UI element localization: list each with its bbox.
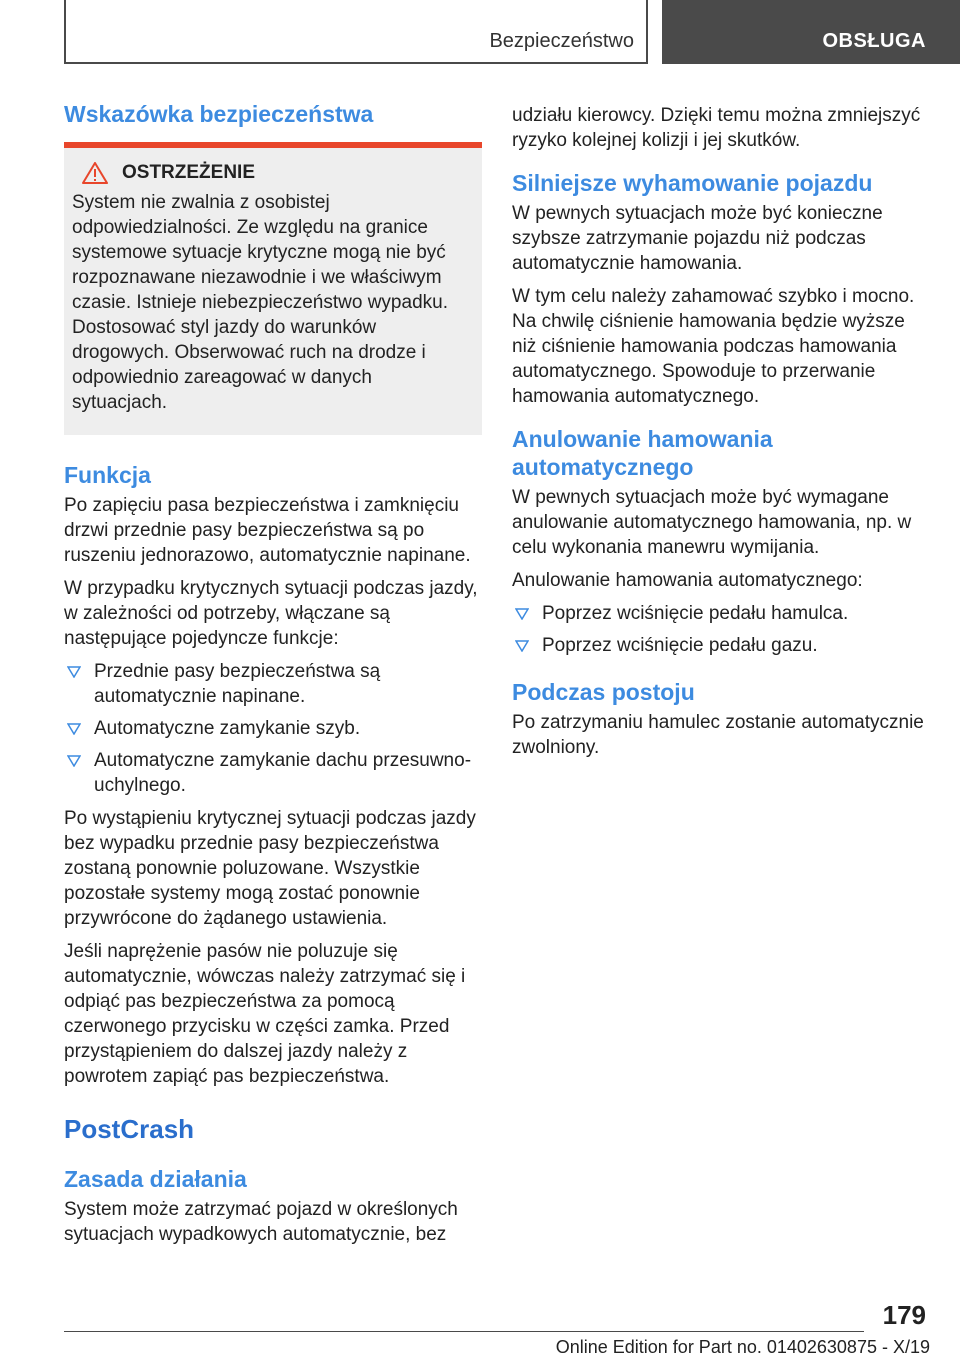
- list-item: [512, 633, 928, 658]
- paragraph-standstill: Po zatrzymaniu hamulec zostanie automatycznie zwolniony.: [512, 712, 924, 758]
- paragraph-cancel-2: Anulowanie hamowania automatycznego:: [512, 570, 863, 591]
- triangle-bullet-icon: [67, 666, 81, 678]
- list-item: [512, 601, 928, 626]
- header-section-box: [64, 0, 648, 64]
- list-item: [64, 659, 482, 709]
- triangle-bullet-icon: [515, 640, 529, 652]
- list-item-text: Poprzez wciśnięcie pedału hamulca.: [542, 603, 849, 624]
- list-item-text: Automatyczne zamykanie dachu przesuwno-uchylnego.: [94, 750, 472, 796]
- heading-principle: Zasada działania: [64, 1166, 247, 1192]
- heading-cancel-braking: Anulowanie hamowania automatycznego: [512, 426, 773, 480]
- triangle-bullet-icon: [67, 755, 81, 767]
- paragraph-principle: System może zatrzymać pojazd w określonych sytuacjach wypadkowych automatycznie, bez: [64, 1199, 458, 1245]
- heading-standstill: Podczas postoju: [512, 679, 695, 705]
- footer-divider: [64, 1331, 864, 1332]
- left-column: [64, 100, 482, 1247]
- list-item: [64, 748, 482, 798]
- function-list: [64, 659, 482, 798]
- paragraph-braking-1: W pewnych sytuacjach może być konieczne szybsze zatrzymanie pojazdu niż podczas automatycznie hamowania.: [512, 203, 883, 274]
- paragraph-function-1: Po zapięciu pasa bezpieczeństwa i zamknięciu drzwi przednie pasy bezpieczeństwa są po ruszeniu jednorazowo, automatycznie napinane.: [64, 495, 471, 566]
- right-column: [512, 100, 928, 760]
- list-item-text: Przednie pasy bezpieczeństwa są automatycznie napinane.: [94, 661, 381, 707]
- paragraph-cancel-1: W pewnych sytuacjach może być wymagane anulowanie automatycznego hamowania, np. w celu wykonania manewru wymijania.: [512, 487, 912, 558]
- list-item-text: Poprzez wciśnięcie pedału gazu.: [542, 635, 818, 656]
- header-section-title: Bezpieczeństwo: [489, 30, 634, 52]
- paragraph-continued: udziału kierowcy. Dzięki temu można zmniejszyć ryzyko kolejnej kolizji i jej skutków.: [512, 105, 921, 151]
- list-item: [64, 716, 482, 741]
- heading-safety-note: Wskazówka bezpieczeństwa: [64, 101, 374, 127]
- footer-edition: Online Edition for Part no. 01402630875 - X/19: [555, 1337, 930, 1357]
- cancel-list: [512, 601, 928, 658]
- heading-function: Funkcja: [64, 462, 151, 488]
- warning-title: OSTRZEŻENIE: [122, 162, 256, 183]
- page-number: 179: [882, 1300, 926, 1330]
- warning-text: System nie zwalnia z osobistej odpowiedzialności. Ze względu na granice systemowe sytuacje krytyczne mogą nie być rozpoznawane niezawodnie i we właściwym czasie. Istnieje niebezpieczeństwo wypadku. Dostosować styl jazdy do warunków drogowych. Obserwować ruch na drodze i odpowiednio zareagować w danych sytuacjach.: [72, 192, 448, 413]
- warning-box: [64, 142, 482, 435]
- warning-header: [82, 162, 474, 184]
- paragraph-function-3: Po wystąpieniu krytycznej sytuacji podczas jazdy bez wypadku przednie pasy bezpieczeństwa zostaną ponownie poluzowane. Wszystkie pozostałe systemy mogą zostać ponownie przywrócone do żądanego ustawienia.: [64, 808, 476, 929]
- header-chapter-tab: [662, 0, 960, 64]
- triangle-bullet-icon: [515, 608, 529, 620]
- paragraph-braking-2: W tym celu należy zahamować szybko i mocno. Na chwilę ciśnienie hamowania będzie wyższe niż ciśnienie hamowania podczas hamowania automatycznego. Spowoduje to przerwanie hamowania automatycznego.: [512, 286, 915, 407]
- list-item-text: Automatyczne zamykanie szyb.: [94, 718, 361, 739]
- heading-postcrash: PostCrash: [64, 1114, 195, 1144]
- paragraph-function-4: Jeśli naprężenie pasów nie poluzuje się automatycznie, wówczas należy zatrzymać się i odpiąć pas bezpieczeństwa za pomocą czerwonego przycisku w części zamka. Przed przystąpieniem do dalszej jazdy należy z powrotem zapiąć pas bezpieczeństwa.: [64, 941, 466, 1087]
- heading-stronger-braking: Silniejsze wyhamowanie pojazdu: [512, 170, 873, 196]
- header-chapter-title: OBSŁUGA: [822, 30, 926, 52]
- warning-triangle-icon: [82, 162, 108, 184]
- paragraph-function-2: W przypadku krytycznych sytuacji podczas jazdy, w zależności od potrzeby, włączane są następujące pojedyncze funkcje:: [64, 578, 478, 649]
- triangle-bullet-icon: [67, 723, 81, 735]
